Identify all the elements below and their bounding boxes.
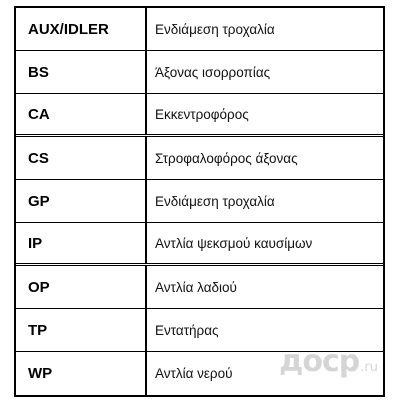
row-description: Εντατήρας <box>155 322 219 338</box>
watermark-logo-text: дocp <box>279 344 360 379</box>
table-row <box>16 309 383 352</box>
table-row <box>16 137 383 180</box>
row-description: Εκκεντροφόρος <box>155 106 249 122</box>
row-description: Αντλία ψεκσμού καυσίμων <box>155 235 313 251</box>
table-row <box>16 8 383 51</box>
table-row <box>16 180 383 223</box>
row-code: WP <box>16 352 147 395</box>
row-description: Άξονας ισορροπίας <box>155 64 271 80</box>
row-code: CS <box>16 137 147 179</box>
row-code: OP <box>16 266 147 308</box>
row-code: TP <box>16 309 147 351</box>
row-description: Στροφαλοφόρος άξονας <box>155 150 298 166</box>
watermark-tld: .ru <box>360 360 378 375</box>
row-code: CA <box>16 94 147 134</box>
table-row <box>16 51 383 94</box>
row-description: Ενδιάμεση τροχαλία <box>155 193 275 209</box>
table-row <box>16 94 383 137</box>
table-row <box>16 352 383 395</box>
row-description: Ενδιάμεση τροχαλία <box>155 21 275 37</box>
table-row <box>16 223 383 266</box>
table-row <box>16 266 383 309</box>
row-code: BS <box>16 51 147 93</box>
row-code: IP <box>16 223 147 263</box>
row-description: Αντλία λαδιού <box>155 279 237 295</box>
abbreviation-table <box>14 6 385 397</box>
row-code: AUX/IDLER <box>16 8 147 50</box>
row-code: GP <box>16 180 147 222</box>
row-description: Αντλία νερού <box>155 366 233 381</box>
